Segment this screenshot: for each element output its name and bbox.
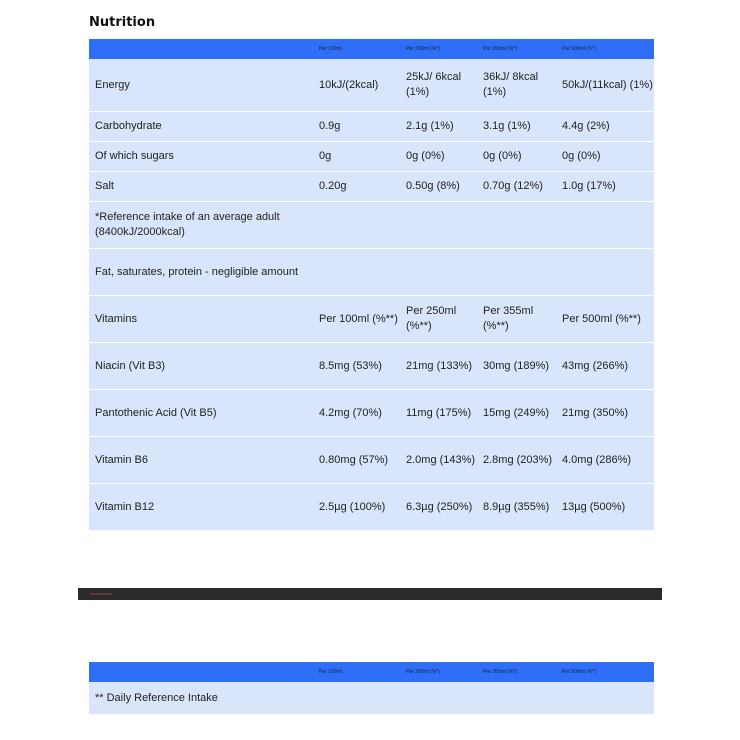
- cell: 4.2mg (70%): [319, 406, 382, 419]
- table-row: [89, 484, 654, 531]
- cell: 36kJ/ 8kcal (1%): [483, 71, 539, 98]
- cell: 0g (0%): [483, 150, 522, 162]
- table-header: [89, 662, 654, 682]
- cell: 0.80mg (57%): [319, 453, 389, 466]
- row-label: Vitamin B6: [95, 453, 148, 466]
- divider-mark: [90, 593, 112, 595]
- cell: 2.0mg (143%): [406, 453, 476, 466]
- cell: 21mg (133%): [406, 359, 473, 372]
- nutrition-table: [89, 39, 654, 531]
- cell: 15mg (249%): [483, 406, 550, 419]
- header-cell: Per 100ml: [319, 669, 342, 675]
- table-row: [89, 202, 654, 249]
- cell: 43mg (266%): [562, 359, 629, 372]
- header-cell: Per 500ml (%*): [562, 669, 596, 675]
- cell: 4.0mg (286%): [562, 453, 632, 466]
- cell: 0g: [319, 150, 332, 162]
- cell: 13µg (500%): [562, 500, 626, 513]
- table-header: [89, 39, 654, 59]
- row-label: Salt: [95, 180, 114, 192]
- cell: Per 100ml (%**): [319, 312, 398, 325]
- page-title: Nutrition: [89, 15, 156, 30]
- cell: 0.70g (12%): [483, 180, 543, 192]
- cell: 0.20g: [319, 180, 347, 192]
- table-row: [89, 390, 654, 437]
- cell: 0.9g: [319, 120, 341, 132]
- cell: 0g (0%): [562, 150, 601, 162]
- table-row: [89, 142, 654, 172]
- header-cell: Per 355ml (%*): [483, 669, 517, 675]
- cell: Per 250ml (%**): [406, 305, 457, 332]
- cell: 0.50g (8%): [406, 180, 460, 192]
- header-cell: Per 250ml (%*): [406, 46, 440, 52]
- table-row: [89, 112, 654, 142]
- row-label: Energy: [95, 78, 130, 91]
- row-label: Pantothenic Acid (Vit B5): [95, 406, 217, 419]
- cell: 50kJ/(11kcal) (1%): [562, 78, 653, 91]
- cell: Per 500ml (%**): [562, 312, 641, 325]
- cell: 2.5µg (100%): [319, 500, 386, 513]
- table-row: [89, 343, 654, 390]
- cell: 8.9µg (355%): [483, 500, 550, 513]
- cell: 2.8mg (203%): [483, 453, 553, 466]
- cell: 0g (0%): [406, 150, 445, 162]
- header-cell: Per 355ml (%*): [483, 46, 517, 52]
- row-label: Vitamin B12: [95, 500, 155, 513]
- cell: 6.3µg (250%): [406, 500, 473, 513]
- cell: 25kJ/ 6kcal (1%): [406, 71, 462, 98]
- table-row: [89, 249, 654, 296]
- footnote-text: ** Daily Reference Intake: [95, 691, 218, 704]
- row-label: Niacin (Vit B3): [95, 359, 166, 372]
- cell: 30mg (189%): [483, 359, 550, 372]
- table-row: [89, 682, 654, 714]
- table-row: [89, 172, 654, 202]
- cell: 4.4g (2%): [562, 120, 610, 132]
- cell: 8.5mg (53%): [319, 359, 382, 372]
- row-label: Of which sugars: [95, 150, 174, 162]
- divider-bar: [78, 588, 662, 600]
- table-row: [89, 437, 654, 484]
- header-cell: Per 100ml: [319, 46, 342, 52]
- row-label: Carbohydrate: [95, 120, 162, 132]
- table-row: [89, 296, 654, 343]
- cell: 11mg (175%): [406, 406, 472, 419]
- row-label: Vitamins: [95, 312, 137, 325]
- footnote-table: [89, 662, 654, 714]
- cell: Per 355ml (%**): [483, 305, 534, 332]
- reference-note: *Reference intake of an average adult (8400kJ/2000kcal): [95, 211, 280, 238]
- cell: 21mg (350%): [562, 406, 629, 419]
- cell: 3.1g (1%): [483, 120, 531, 132]
- negligible-note: Fat, saturates, protein - negligible amount: [95, 265, 299, 278]
- header-cell: Per 250ml (%*): [406, 669, 440, 675]
- table-row: [89, 59, 654, 112]
- header-cell: Per 500ml (%*): [562, 46, 596, 52]
- cell: 1.0g (17%): [562, 180, 616, 192]
- cell: 10kJ/(2kcal): [319, 78, 379, 91]
- cell: 2.1g (1%): [406, 120, 454, 132]
